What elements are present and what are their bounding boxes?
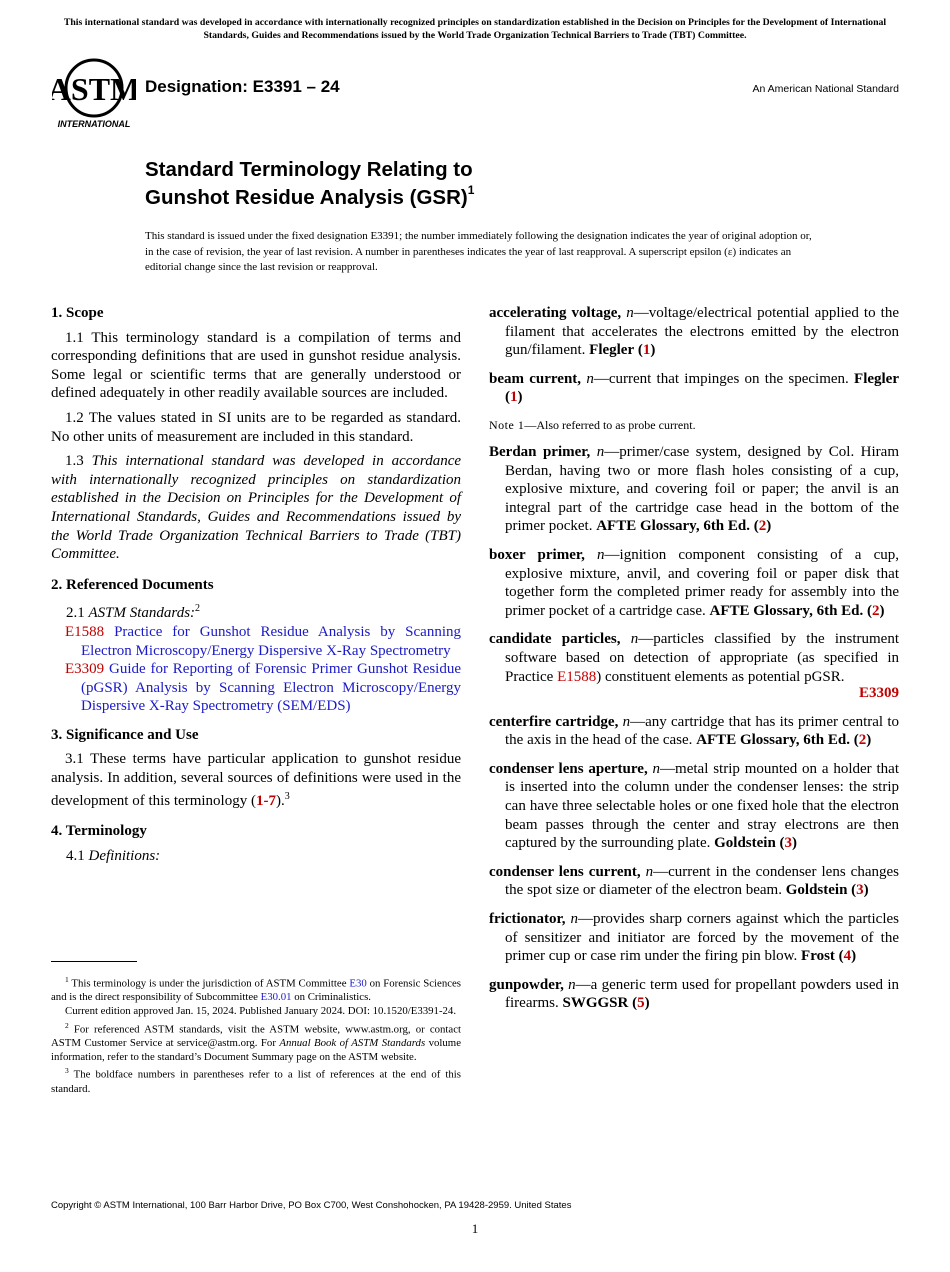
title-footnote-mark[interactable]: 1 <box>467 183 475 197</box>
reference-link[interactable]: 4 <box>843 948 852 965</box>
subcommittee-e30-01-link[interactable]: E30.01 <box>260 991 292 1004</box>
reference-link[interactable]: 1 <box>642 342 651 359</box>
section-significance-heading: 3. Significance and Use <box>51 726 199 743</box>
term-berdan-primer: Berdan primer, n—primer/case system, designed by Col. Hiram Berdan, having two or more flash holes consisting of a cup, explosive mixture, and covering foil or paper; the anvil is an integral part of the cartridge case head in the bottom of the primer pocket. AFTE Glossary, 6th Ed. (2) <box>489 443 899 535</box>
copyright-notice: Copyright © ASTM International, 100 Barr Harbor Drive, PO Box C700, West Conshohocken, PA 19428-2959. United States <box>51 1200 572 1211</box>
issue-statement: This standard is issued under the fixed designation E3391; the number immediately following the designation indicates the year of original adoption or, in the case of revision, the year of last revision. A number in parentheses indicates the year of last reapproval. A superscript epsilon (ε) indicates an editorial change since the last revision or reapproval. <box>145 230 812 273</box>
astm-logo <box>52 56 136 132</box>
top-notice: This international standard was developed in accordance with internationally recognized principles on standardization established in the Decision on Principles for the Development of International Standards, Guides and Recommendations issued by the World Trade Organization Technical Barriers to Trade (TBT) Committee. <box>63 17 887 41</box>
reference-link-1-7[interactable]: 1-7 <box>255 792 276 809</box>
logo-subtitle: INTERNATIONAL <box>57 119 131 129</box>
term-beam-current: beam current, n—current that impinges on the specimen. Flegler (1) <box>489 370 900 406</box>
candidate-particles-source[interactable]: E3309 <box>858 685 899 702</box>
scope-para-1-3: 1.3 This international standard was developed in accordance with internationally recognized principles on standardization established in the Decision on Principles for the Development of International Standards, Guides and Recommendations issued by the World Trade Organization Technical Barriers to Trade (TBT) Committee. <box>51 453 462 563</box>
footnote-1-edition: Current edition approved Jan. 15, 2024. Published January 2024. DOI: 10.1520/E3391-24. <box>65 1005 457 1017</box>
scope-para-1-2: 1.2 The values stated in SI units are to be regarded as standard. No other units of measurement are included in this standard. <box>51 409 461 445</box>
note-1: Note 1—Also referred to as probe current. <box>489 417 696 432</box>
term-condenser-lens-current: condenser lens current, n—current in the condenser lens changes the spot size or diameter of the electron beam. Goldstein (3) <box>489 863 899 899</box>
title-line-2: Gunshot Residue Analysis (GSR)$^1$ <box>145 183 475 209</box>
term-candidate-particles: candidate particles, n—particles classified by the instrument software based on detection of appropriate (as specified in Practice E1588) constituent elements as potential pGSR. <box>489 631 899 685</box>
footnote-2: $^2$ For referenced ASTM standards, visit the ASTM website, www.astm.org, or contact ASTM Customer Service at service@astm.org. For Annual Book of ASTM Standards volume information, refer to the standard’s Document Summary page on the ASTM website. <box>51 1020 461 1063</box>
footnote-divider <box>51 961 137 962</box>
footnotes <box>51 961 461 1096</box>
footnote-1: $^1$ This terminology is under the jurisdiction of ASTM Committee E30 on Forensic Sciences and is the direct responsibility of Subcommittee E30.01 on Criminalistics. <box>51 975 462 1004</box>
reference-link[interactable]: 2 <box>858 732 867 749</box>
section-terminology-heading: 4. Terminology <box>51 823 147 840</box>
left-column <box>51 304 461 871</box>
term-accelerating-voltage: accelerating voltage, n—voltage/electrical potential applied to the filament that accelerates the electrons emitted by the electron gun/filament. Flegler (1) <box>489 305 899 359</box>
astm-standards-label: 2.1 ASTM Standards:$^2$ <box>66 603 201 622</box>
page-number: 1 <box>471 1221 479 1236</box>
e1588-link[interactable]: E1588 <box>557 668 597 685</box>
term-centerfire-cartridge: centerfire cartridge, n—any cartridge that has its primer central to the axis in the head of the case. AFTE Glossary, 6th Ed. (2) <box>489 713 899 749</box>
astm-logo-graphic <box>52 56 136 132</box>
logo-letters: ASTM <box>52 71 136 107</box>
committee-e30-link[interactable]: E30 <box>349 977 367 990</box>
reference-link[interactable]: 3 <box>784 835 793 852</box>
reference-link[interactable]: 2 <box>872 602 880 619</box>
document-title <box>145 158 474 209</box>
reference-link[interactable]: 3 <box>856 882 864 899</box>
section-scope-heading: 1. Scope <box>51 305 104 321</box>
reference-link[interactable]: 1 <box>510 389 518 406</box>
definitions-label: 4.1 Definitions: <box>66 847 161 864</box>
footnote-3: $^3$ The boldface numbers in parentheses refer to a list of references at the end of this standard. <box>51 1066 461 1095</box>
term-boxer-primer: boxer primer, n—ignition component consisting of a cup, explosive mixture, anvil, and covering foil or paper disk that together form the completed primer ready for assembly into the primer pocket of a cartridge case. AFTE Glossary, 6th Ed. (2) <box>489 546 899 619</box>
reference-link[interactable]: 5 <box>637 995 645 1012</box>
american-national-standard-label: An American National Standard <box>752 83 899 95</box>
term-frictionator: frictionator, n—provides sharp corners against which the particles of sensitizer and initiator are forced by the movement of the primer cup or case rim under the firing pin blow. Frost (4) <box>489 911 899 965</box>
term-condenser-lens-aperture: condenser lens aperture, n—metal strip mounted on a holder that is inserted into the column under the condenser lenses: the strip can have three selectable holes or one fixed hole that the electron beam passes through the center and stray electrons are then captured by the surrounding plate. Goldstein (3) <box>489 760 900 852</box>
significance-para-3-1: 3.1 These terms have particular application to gunshot residue analysis. In addition, several sources of definitions were used in the development of this terminology (1-7).$^3$ <box>51 751 461 809</box>
referenced-doc-e1588[interactable]: E1588 Practice for Gunshot Residue Analysis by Scanning Electron Microscopy/Energy Dispersive X-Ray Spectrometry <box>65 623 461 659</box>
title-line-1: Standard Terminology Relating to <box>145 158 473 181</box>
right-column <box>489 304 899 1023</box>
section-referenced-heading: 2. Referenced Documents <box>51 576 214 593</box>
designation: Designation: E3391 – 24 <box>145 77 340 96</box>
term-gunpowder: gunpowder, n—a generic term used for propellant powders used in firearms. SWGGSR (5) <box>489 976 899 1012</box>
scope-para-1-1: 1.1 This terminology standard is a compilation of terms and corresponding definitions that are used in gunshot residue analysis. Some legal or scientific terms that are generally understood or defined adequately in other readily available sources are included. <box>51 329 461 402</box>
reference-link[interactable]: 2 <box>758 518 767 535</box>
referenced-doc-e3309[interactable]: E3309 Guide for Reporting of Forensic Primer Gunshot Residue (pGSR) Analysis by Scanning Electron Microscopy/Energy Dispersive X-Ray Spectrometry (SEM/EDS) <box>65 661 462 715</box>
